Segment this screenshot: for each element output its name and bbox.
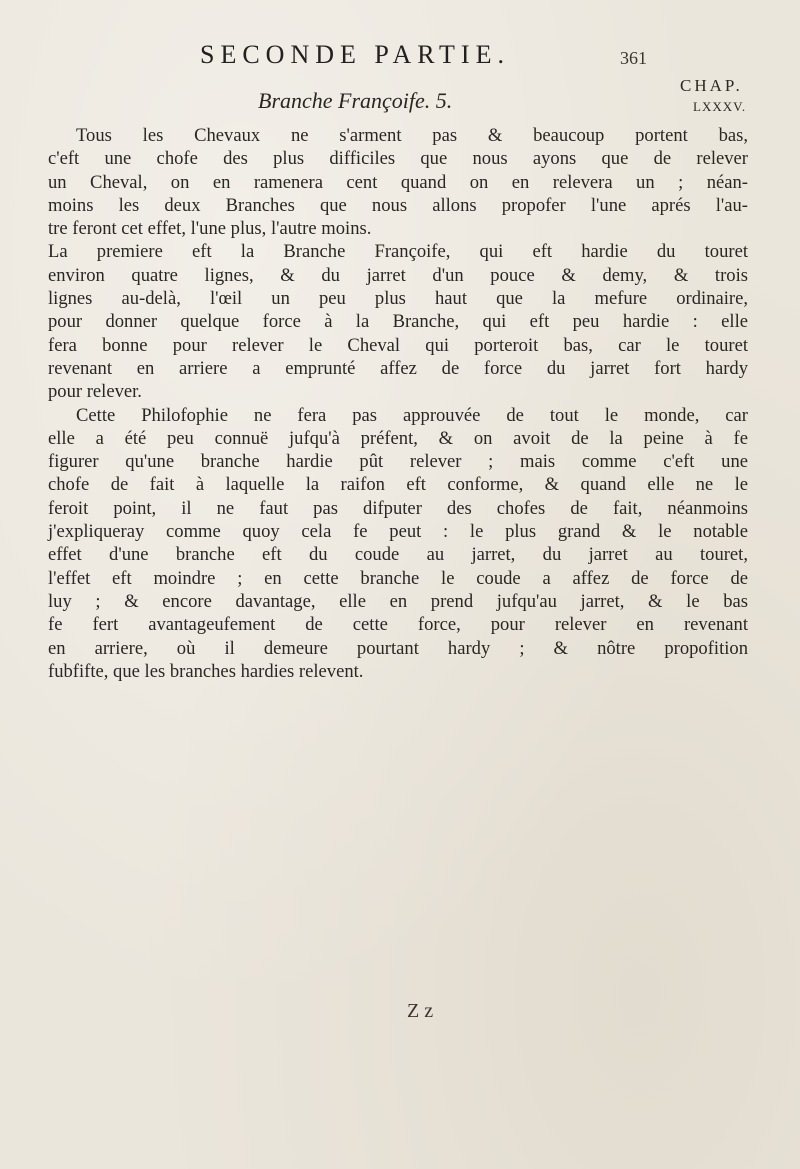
body-text bbox=[48, 124, 748, 683]
text-line: pour relever. bbox=[48, 381, 142, 403]
text-line: lignes au-delà, l'œil un peu plus haut que la mefure ordinaire, bbox=[48, 288, 748, 310]
text-line: luy ; & encore davantage, elle en prend jufqu'au jarret, & le bas bbox=[48, 590, 748, 612]
section-subheading: Branche Françoife. 5. bbox=[258, 88, 453, 113]
text-line: chofe de fait à laquelle la raifon eft conforme, & quand elle ne le bbox=[48, 474, 748, 496]
text-line: figurer qu'une branche hardie pût relever ; mais comme c'eft une bbox=[48, 451, 748, 473]
text-line: revenant en arriere a emprunté affez de force du jarret fort hardy bbox=[48, 357, 748, 379]
text-line: elle a été peu connuë jufqu'à préfent, & on avoit de la peine à fe bbox=[48, 427, 748, 449]
paragraph bbox=[48, 404, 748, 684]
text-line: environ quatre lignes, & du jarret d'un pouce & demy, & trois bbox=[48, 264, 748, 286]
page-number: 361 bbox=[620, 48, 647, 68]
text-line: La premiere eft la Branche Françoife, qui eft hardie du touret bbox=[48, 241, 748, 263]
text-line: Tous les Chevaux ne s'arment pas & beaucoup portent bas, bbox=[76, 125, 748, 146]
text-line: fe fert avantageufement de cette force, pour relever en revenant bbox=[48, 614, 748, 636]
signature-mark: Z z bbox=[407, 1000, 434, 1022]
text-line: c'eft une chofe des plus difficiles que nous ayons que de relever bbox=[48, 148, 748, 170]
text-line: en arriere, où il demeure pourtant hardy ; & nôtre propofition bbox=[48, 637, 748, 659]
text-line: l'effet eft moindre ; en cette branche le coude a affez de force de bbox=[48, 567, 748, 589]
text-line: un Cheval, on en ramenera cent quand on en relevera un ; néan- bbox=[48, 171, 748, 193]
text-line: effet d'une branche eft du coude au jarret, du jarret au touret, bbox=[48, 544, 748, 566]
paragraph bbox=[48, 124, 748, 240]
text-line: moins les deux Branches que nous allons propofer l'une aprés l'au- bbox=[48, 194, 748, 216]
paragraph bbox=[48, 240, 748, 403]
text-line: tre feront cet effet, l'une plus, l'autre moins. bbox=[48, 218, 372, 240]
text-line: pour donner quelque force à la Branche, qui eft peu hardie : elle bbox=[48, 311, 748, 333]
text-line: fubfifte, que les branches hardies relevent. bbox=[48, 660, 364, 682]
text-line: Cette Philofophie ne fera pas approuvée de tout le monde, car bbox=[76, 404, 748, 426]
text-line: j'expliqueray comme quoy cela fe peut : le plus grand & le notable bbox=[48, 521, 748, 543]
chapter-label: CHAP. bbox=[680, 76, 743, 95]
running-head: SECONDE PARTIE. bbox=[200, 40, 510, 69]
text-line: feroit point, il ne faut pas difputer des chofes de fait, néanmoins bbox=[48, 497, 748, 519]
chapter-number: LXXXV. bbox=[693, 99, 747, 114]
text-line: fera bonne pour relever le Cheval qui porteroit bas, car le touret bbox=[48, 334, 748, 356]
